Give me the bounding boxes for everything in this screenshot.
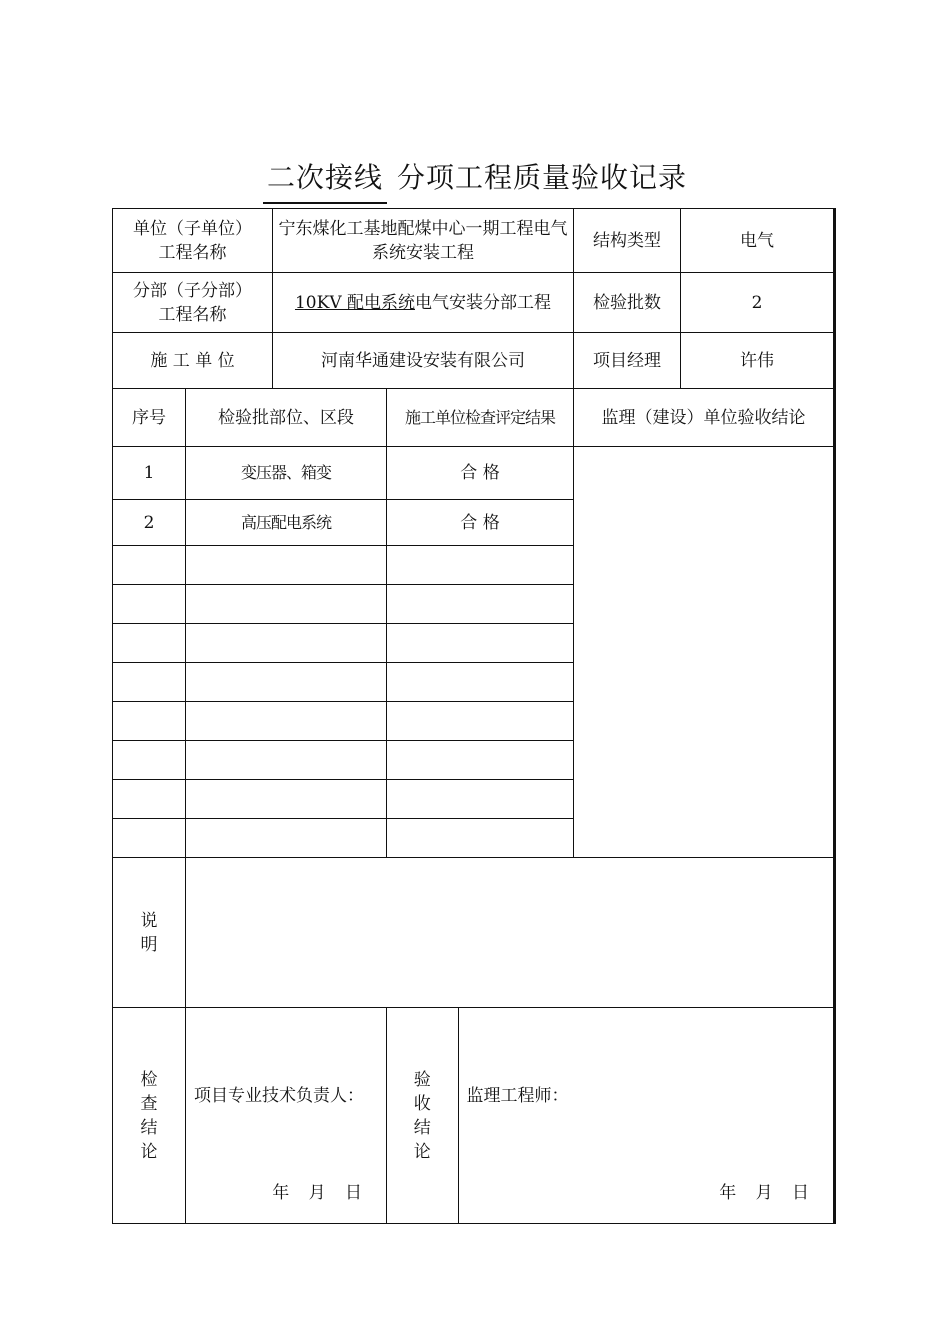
structure-label: 结构类型 (574, 209, 681, 273)
batch-count-label: 检验批数 (574, 273, 681, 333)
table-frame (112, 208, 834, 1224)
acceptance-date: 年 月 日 (719, 1183, 809, 1203)
column-header-location: 检验批部位、区段 (186, 389, 387, 447)
structure-value: 电气 (681, 209, 834, 273)
notes-label: 说 明 (113, 858, 186, 1008)
unit-label: 单位（子单位） 工程名称 (113, 209, 273, 273)
division-value-rest: 电气安装分部工程 (415, 292, 551, 313)
row-result: 合 格 (387, 500, 574, 546)
title-subject: 二次接线 (263, 156, 387, 204)
contractor-label: 施 工 单 位 (113, 333, 273, 389)
unit-value: 宁东煤化工基地配煤中心一期工程电气系统安装工程 (273, 209, 574, 273)
document-title (0, 156, 950, 204)
manager-label: 项目经理 (574, 333, 681, 389)
acceptance-conclusion-label: 验 收 结 论 (387, 1008, 458, 1223)
division-value-underlined: 10KV 配电系统 (294, 292, 415, 313)
column-header-supervision: 监理（建设）单位验收结论 (574, 389, 834, 447)
column-header-result: 施工单位检查评定结果 (387, 389, 574, 447)
contractor-value: 河南华通建设安装有限公司 (273, 333, 574, 389)
title-rest: 分项工程质量验收记录 (397, 161, 688, 194)
division-label: 分部（子分部） 工程名称 (113, 273, 273, 333)
table-right-border (834, 208, 836, 1224)
row-location: 变压器、箱变 (186, 447, 387, 500)
inspection-date: 年 月 日 (272, 1183, 362, 1203)
row-location: 高压配电系统 (186, 500, 387, 546)
acceptance-signer-label: 监理工程师： (466, 1086, 569, 1106)
manager-value: 许伟 (681, 333, 834, 389)
inspection-conclusion-label: 检 查 结 论 (113, 1008, 186, 1224)
row-seq: 2 (113, 500, 186, 546)
inspection-signer-label: 项目专业技术负责人： (194, 1086, 364, 1106)
row-result: 合 格 (387, 447, 574, 500)
batch-count-value: 2 (681, 273, 834, 333)
row-seq: 1 (113, 447, 186, 500)
column-header-seq: 序号 (113, 389, 186, 447)
